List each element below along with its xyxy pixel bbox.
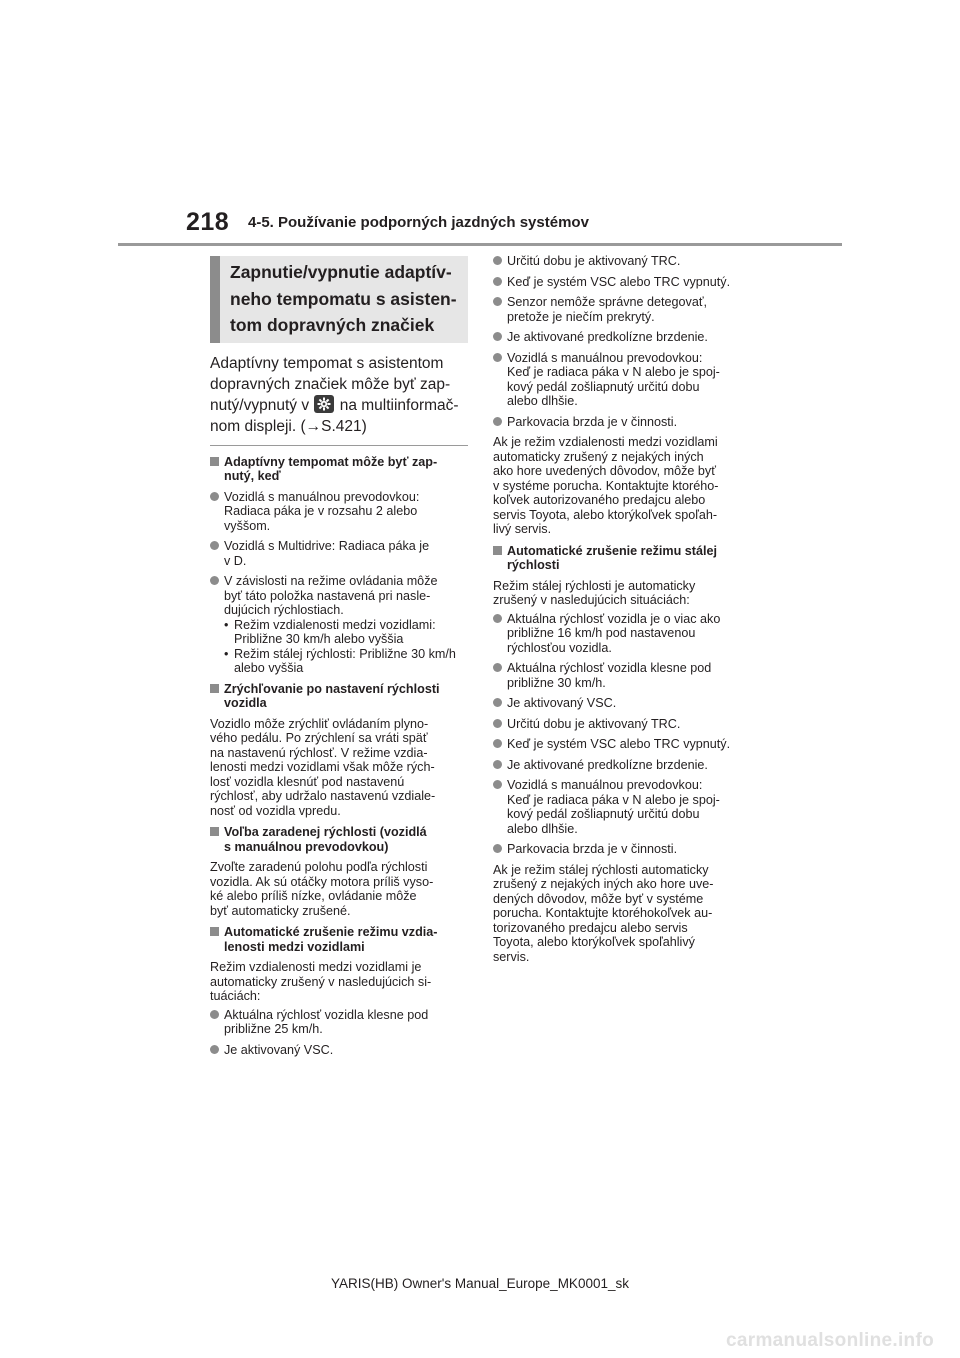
subheading-text: Zrýchľovanie po nastavení rýchlosti vozidla bbox=[224, 681, 440, 710]
list-item-text: Určitú dobu je aktivovaný TRC. bbox=[507, 716, 681, 731]
page-number: 218 bbox=[186, 208, 230, 236]
list-item bbox=[493, 415, 751, 430]
sub-list-item-text: Režim vzdialenosti medzi vozidlami: Približne 30 km/h alebo vyššia bbox=[234, 617, 436, 646]
intro-text bbox=[210, 353, 468, 437]
section-title-line: Zapnutie/vypnutie adaptív- bbox=[230, 262, 452, 282]
subheading-text: Adaptívny tempomat môže byť zap- nutý, keď bbox=[224, 454, 438, 483]
list-item-text: Senzor nemôže správne detegovať, pretože je niečím prekrytý. bbox=[507, 295, 708, 324]
section-title-box bbox=[210, 256, 468, 343]
subheading bbox=[210, 682, 468, 711]
subheading bbox=[210, 455, 468, 484]
right-column bbox=[493, 254, 751, 971]
paragraph: Režim stálej rýchlosti je automaticky zrušený v nasledujúcich situáciách: bbox=[493, 578, 696, 607]
bullet-icon bbox=[493, 844, 502, 853]
square-bullet-icon bbox=[210, 927, 219, 936]
subheading-text: Automatické zrušenie režimu vzdia- lenosti medzi vozidlami bbox=[224, 925, 438, 954]
left-column bbox=[210, 254, 468, 1063]
square-bullet-icon bbox=[210, 827, 219, 836]
sub-bullet-icon: • bbox=[224, 646, 229, 661]
bullet-icon bbox=[493, 614, 502, 623]
intro-fragment: nom displeji. ( bbox=[210, 417, 306, 435]
list-item bbox=[493, 758, 751, 773]
list-item bbox=[210, 1043, 468, 1058]
section-title-line: neho tempomatu s asisten- bbox=[230, 288, 457, 309]
list-item bbox=[493, 737, 751, 752]
page-reference-link[interactable]: S.421) bbox=[321, 417, 367, 435]
list-item bbox=[210, 1008, 468, 1037]
subheading bbox=[210, 825, 468, 854]
subheading-text: Voľba zaradenej rýchlosti (vozidlá s manuálnou prevodovkou) bbox=[224, 825, 427, 854]
bullet-icon bbox=[493, 780, 502, 789]
bullet-icon bbox=[210, 1045, 219, 1054]
list-item bbox=[493, 696, 751, 711]
list-item bbox=[493, 295, 751, 324]
bullet-icon bbox=[493, 332, 502, 341]
paragraph: Ak je režim stálej rýchlosti automaticky zrušený z nejakých iných ako hore uve- dených dôvodov, môže byť v systéme porucha. Kontaktujte ktoréhokoľvek au- torizovaného predajcu alebo servis Toyota, alebo ktorýkoľvek spoľahlivý servis. bbox=[493, 862, 714, 964]
watermark: carmanualsonline.info bbox=[726, 1330, 934, 1351]
bullet-icon bbox=[210, 576, 219, 585]
sub-bullet-icon: • bbox=[224, 617, 229, 632]
paragraph: Režim vzdialenosti medzi vozidlami je automaticky zrušený v nasledujúcich si- tuáciách: bbox=[210, 960, 432, 1003]
bullet-icon bbox=[493, 760, 502, 769]
subheading bbox=[210, 925, 468, 954]
section-title-line: tom dopravných značiek bbox=[230, 315, 435, 335]
list-item-text: Je aktivované predkolízne brzdenie. bbox=[507, 757, 708, 772]
subheading-text: Automatické zrušenie režimu stálej rýchlosti bbox=[507, 543, 717, 572]
list-item-text: Vozidlá s Multidrive: Radiaca páka je v D. bbox=[224, 539, 430, 568]
paragraph: Vozidlo môže zrýchliť ovládaním plyno- vého pedálu. Po zrýchlení sa vráti späť na nastavenú rýchlosť. V režime vzdia- lenosti medzi vozidlami však môže rých- losť vozidla klesnúť pod nastavenú rýchlosť, aby udržalo nastavenú vzdiale- nosť od vozidla vpredu. bbox=[210, 716, 436, 818]
list-item-text: Je aktivovaný VSC. bbox=[224, 1042, 334, 1057]
bullet-icon bbox=[493, 719, 502, 728]
bullet-icon bbox=[493, 698, 502, 707]
list-item-text: Vozidlá s manuálnou prevodovkou: Keď je radiaca páka v N alebo je spoj- kový pedál zošliapnutý určitú dobu alebo dlhšie. bbox=[507, 350, 720, 408]
list-item bbox=[493, 778, 751, 836]
bullet-icon bbox=[493, 256, 502, 265]
paragraph: Ak je režim vzdialenosti medzi vozidlami automaticky zrušený z nejakých iných ako hore uvedených dôvodov, môže byť v systéme porucha. Kontaktujte ktorého- koľvek autorizovaného predajcu alebo servis Toyota, alebo ktorýkoľvek spoľah- livý servis. bbox=[493, 435, 719, 536]
bullet-icon bbox=[493, 663, 502, 672]
list-item bbox=[210, 539, 468, 568]
bullet-icon bbox=[210, 541, 219, 550]
list-item-text: Parkovacia brzda je v činnosti. bbox=[507, 842, 678, 856]
list-item-text: Aktuálna rýchlosť vozidla klesne pod približne 30 km/h. bbox=[507, 661, 712, 690]
header-rule bbox=[118, 243, 842, 246]
intro-fragment: na multiinformač- bbox=[339, 396, 459, 414]
list-item-text: Keď je systém VSC alebo TRC vypnutý. bbox=[507, 274, 731, 289]
list-item-text: Určitú dobu je aktivovaný TRC. bbox=[507, 254, 681, 268]
list-item-text: Je aktivované predkolízne brzdenie. bbox=[507, 330, 708, 344]
list-item bbox=[493, 661, 751, 690]
sub-list-item-text: Režim stálej rýchlosti: Približne 30 km/h alebo vyššia bbox=[234, 646, 456, 675]
list-item bbox=[493, 612, 751, 656]
list-item-text: V závislosti na režime ovládania môže byť táto položka nastavená pri nasle- dujúcich rýchlostiach. bbox=[224, 574, 438, 617]
subheading bbox=[493, 544, 751, 573]
square-bullet-icon bbox=[210, 457, 219, 466]
sub-list-item bbox=[224, 618, 468, 647]
list-item bbox=[210, 490, 468, 534]
intro-line bbox=[210, 395, 468, 416]
intro-line: dopravných značiek môže byť zap- bbox=[210, 375, 451, 393]
list-item-text: Je aktivovaný VSC. bbox=[507, 696, 617, 710]
list-item-text: Vozidlá s manuálnou prevodovkou: Radiaca páka je v rozsahu 2 alebo vyššom. bbox=[224, 489, 420, 533]
bullet-icon bbox=[493, 417, 502, 426]
intro-fragment: nutý/vypnutý v bbox=[210, 396, 310, 414]
bullet-icon bbox=[493, 353, 502, 362]
chapter-title: 4-5. Používanie podporných jazdných systémov bbox=[248, 214, 589, 231]
list-item bbox=[493, 842, 751, 857]
list-item bbox=[493, 254, 751, 269]
list-item-text: Vozidlá s manuálnou prevodovkou: Keď je radiaca páka v N alebo je spoj- kový pedál zošliapnutý určitú dobu alebo dlhšie. bbox=[507, 778, 720, 836]
bullet-icon bbox=[493, 277, 502, 286]
list-item-text: Parkovacia brzda je v činnosti. bbox=[507, 414, 678, 429]
sub-list-item bbox=[224, 647, 468, 676]
intro-line: Adaptívny tempomat s asistentom bbox=[210, 354, 444, 372]
list-item bbox=[493, 275, 751, 290]
list-item-text: Aktuálna rýchlosť vozidla je o viac ako približne 16 km/h pod nastavenou rýchlosťou vozidla. bbox=[507, 611, 721, 655]
intro-line bbox=[210, 416, 468, 437]
list-item bbox=[210, 574, 468, 676]
arrow-icon: → bbox=[305, 417, 322, 435]
square-bullet-icon bbox=[210, 684, 219, 693]
list-item bbox=[493, 330, 751, 345]
gear-icon bbox=[314, 395, 334, 413]
bullet-icon bbox=[493, 739, 502, 748]
paragraph: Zvoľte zaradenú polohu podľa rýchlosti vozidla. Ak sú otáčky motora príliš vyso- ké alebo príliš nízke, ovládanie môže byť automaticky zrušené. bbox=[210, 860, 434, 918]
square-bullet-icon bbox=[493, 546, 502, 555]
list-item bbox=[493, 717, 751, 732]
bullet-icon bbox=[493, 297, 502, 306]
footer-text: YARIS(HB) Owner's Manual_Europe_MK0001_sk bbox=[331, 1276, 629, 1291]
bullet-icon bbox=[210, 492, 219, 501]
list-item-text: Aktuálna rýchlosť vozidla klesne pod približne 25 km/h. bbox=[224, 1007, 429, 1036]
divider bbox=[210, 445, 468, 446]
list-item bbox=[493, 351, 751, 409]
bullet-icon bbox=[210, 1010, 219, 1019]
list-item-text: Keď je systém VSC alebo TRC vypnutý. bbox=[507, 737, 731, 751]
